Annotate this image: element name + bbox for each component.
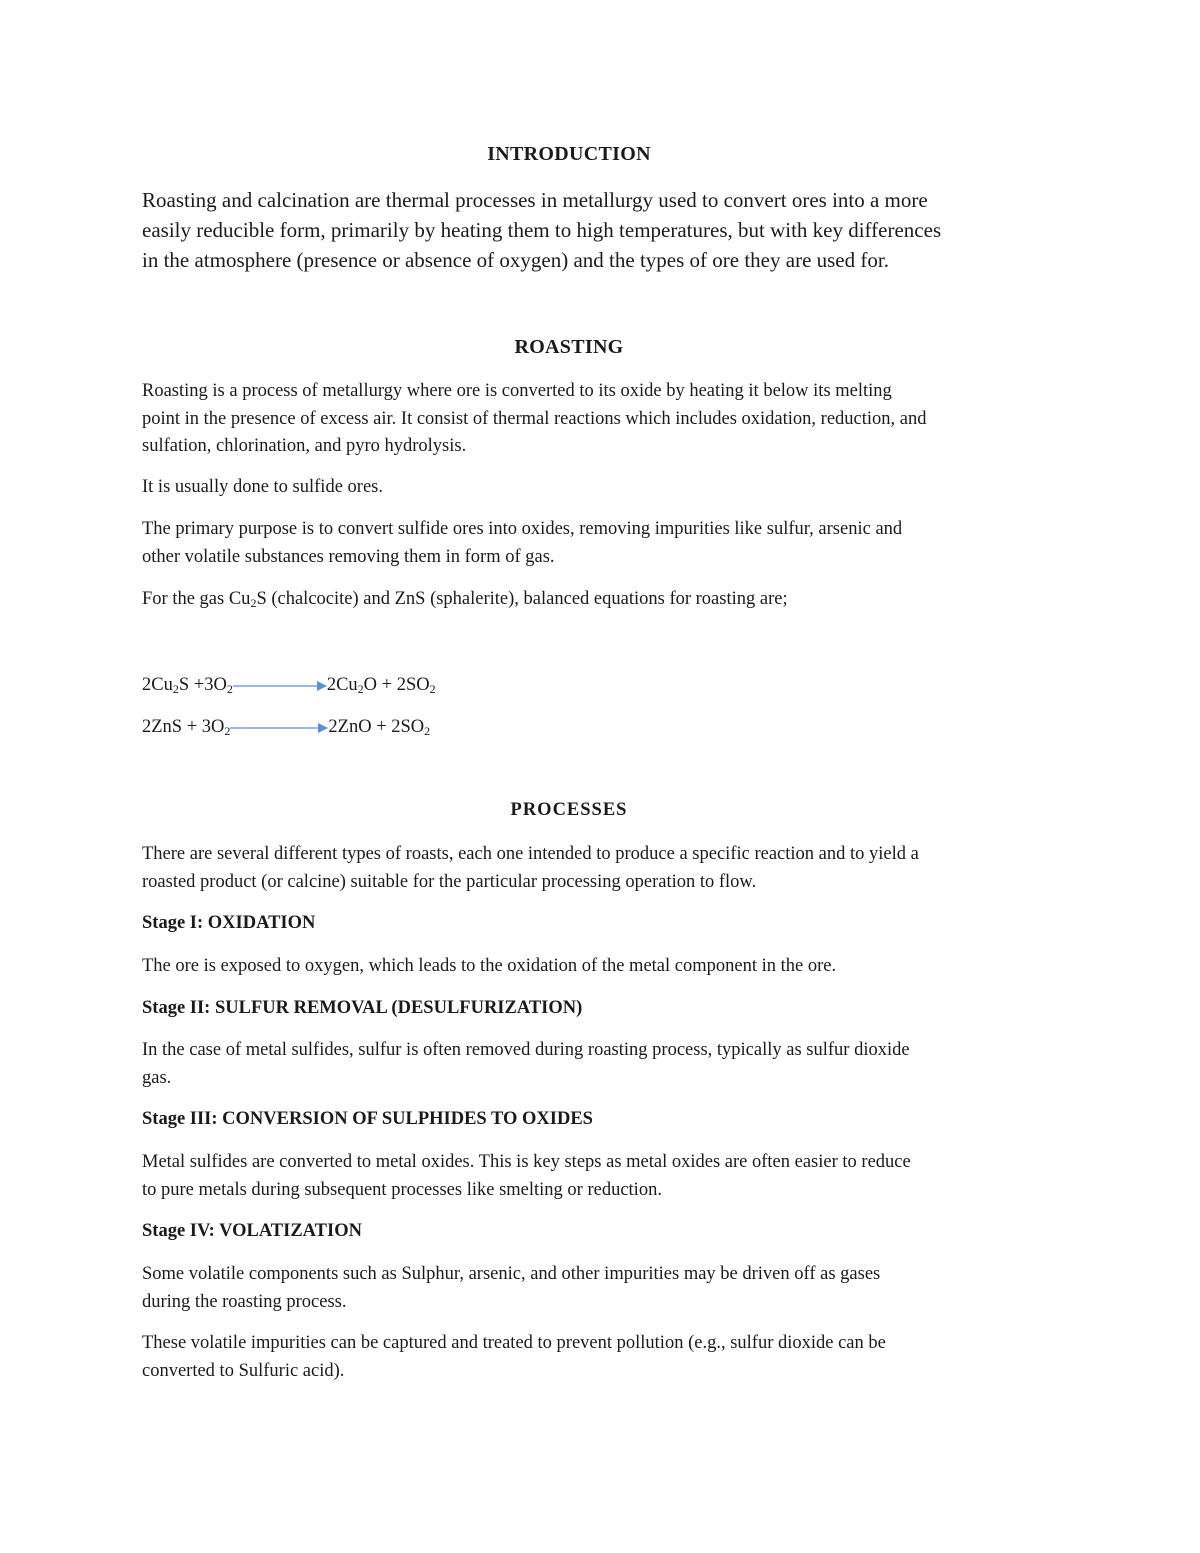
reaction-arrow-icon (233, 680, 327, 692)
intro-heading: INTRODUCTION (487, 143, 651, 165)
intro-paragraph (142, 185, 1062, 275)
stage-title: Stage III: CONVERSION OF SULPHIDES TO OXIDES (142, 1109, 593, 1129)
text-line: Roasting and calcination are thermal processes in metallurgy used to convert ores into a more (142, 188, 928, 212)
processes-intro-paragraph (142, 841, 1072, 896)
stage-text (142, 1037, 1072, 1092)
processes-heading: PROCESSES (510, 800, 628, 820)
formula-text: S +3O (178, 675, 227, 695)
equation-copper (142, 672, 436, 700)
subscript: 2 (357, 682, 364, 696)
text-line: in the atmosphere (presence or absence of oxygen) and the types of ore they are used for. (142, 248, 889, 272)
equation-rhs (327, 675, 436, 695)
text-line: The ore is exposed to oxygen, which leads to the oxidation of the metal component in the ore. (142, 956, 837, 976)
stage-title: Stage IV: VOLATIZATION (142, 1221, 362, 1241)
text-line: other volatile substances removing them in form of gas. (142, 546, 555, 567)
formula-text: 2ZnO + 2SO (328, 717, 425, 737)
equation-lhs (142, 675, 233, 695)
formula-text: O + 2SO (363, 675, 430, 695)
formula-text: 2Cu (326, 675, 358, 695)
roasting-heading: ROASTING (514, 336, 624, 358)
subscript: 2 (424, 724, 431, 738)
text-line: Metal sulfides are converted to metal oxides. This is key steps as metal oxides are often easier to reduce (142, 1152, 911, 1172)
text-line: easily reducible form, primarily by heating them to high temperatures, but with key differences (142, 218, 942, 242)
equation-zinc (142, 714, 430, 742)
formula-text: 2ZnS + 3O (142, 717, 225, 737)
roasting-ores-paragraph: It is usually done to sulfide ores. (142, 477, 383, 497)
text-line: to pure metals during subsequent processes like smelting or reduction. (142, 1179, 662, 1200)
text-line: converted to Sulfuric acid). (142, 1360, 345, 1381)
stage-text (142, 1149, 1072, 1204)
stage-text (142, 1261, 1072, 1316)
roasting-purpose-paragraph (142, 516, 1072, 571)
text-line: In the case of metal sulfides, sulfur is often removed during roasting process, typically as sulfur dioxide (142, 1040, 910, 1060)
text-line: gas. (142, 1067, 172, 1088)
text-line: The primary purpose is to convert sulfide ores into oxides, removing impurities like sulfur, arsenic and (142, 519, 903, 539)
roasting-definition-paragraph (142, 378, 1072, 461)
formula-text: 2Cu (142, 675, 173, 695)
stage-title: Stage I: OXIDATION (142, 913, 316, 933)
equation-lhs (142, 717, 230, 737)
subscript: 2 (429, 682, 436, 696)
text-line: point in the presence of excess air. It consist of thermal reactions which includes oxidation, reduction, and (142, 408, 927, 429)
text-line: These volatile impurities can be captured and treated to prevent pollution (e.g., sulfur dioxide can be (142, 1333, 886, 1353)
text-line: Roasting is a process of metallurgy where ore is converted to its oxide by heating it below its melting (142, 381, 892, 401)
subscript: 2 (226, 682, 233, 696)
text-line: roasted product (or calcine) suitable for the particular processing operation to flow. (142, 871, 757, 892)
text-line: There are several different types of roasts, each one intended to produce a specific reaction and to yield a (142, 844, 919, 864)
reaction-arrow-icon (230, 722, 328, 734)
subscript: 2 (224, 724, 231, 738)
text-line: during the roasting process. (142, 1291, 347, 1312)
roasting-equations-intro: For the gas Cu2S (chalcocite) and ZnS (sphalerite), balanced equations for roasting are; (142, 589, 788, 610)
subscript: 2 (172, 682, 179, 696)
text-line: Some volatile components such as Sulphur, arsenic, and other impurities may be driven off as gases (142, 1264, 881, 1284)
stage-text (142, 953, 1072, 981)
equation-rhs (328, 717, 430, 737)
stage-title: Stage II: SULFUR REMOVAL (DESULFURIZATION) (142, 998, 583, 1018)
text-line: sulfation, chlorination, and pyro hydrolysis. (142, 436, 467, 456)
closing-paragraph (142, 1330, 1072, 1385)
